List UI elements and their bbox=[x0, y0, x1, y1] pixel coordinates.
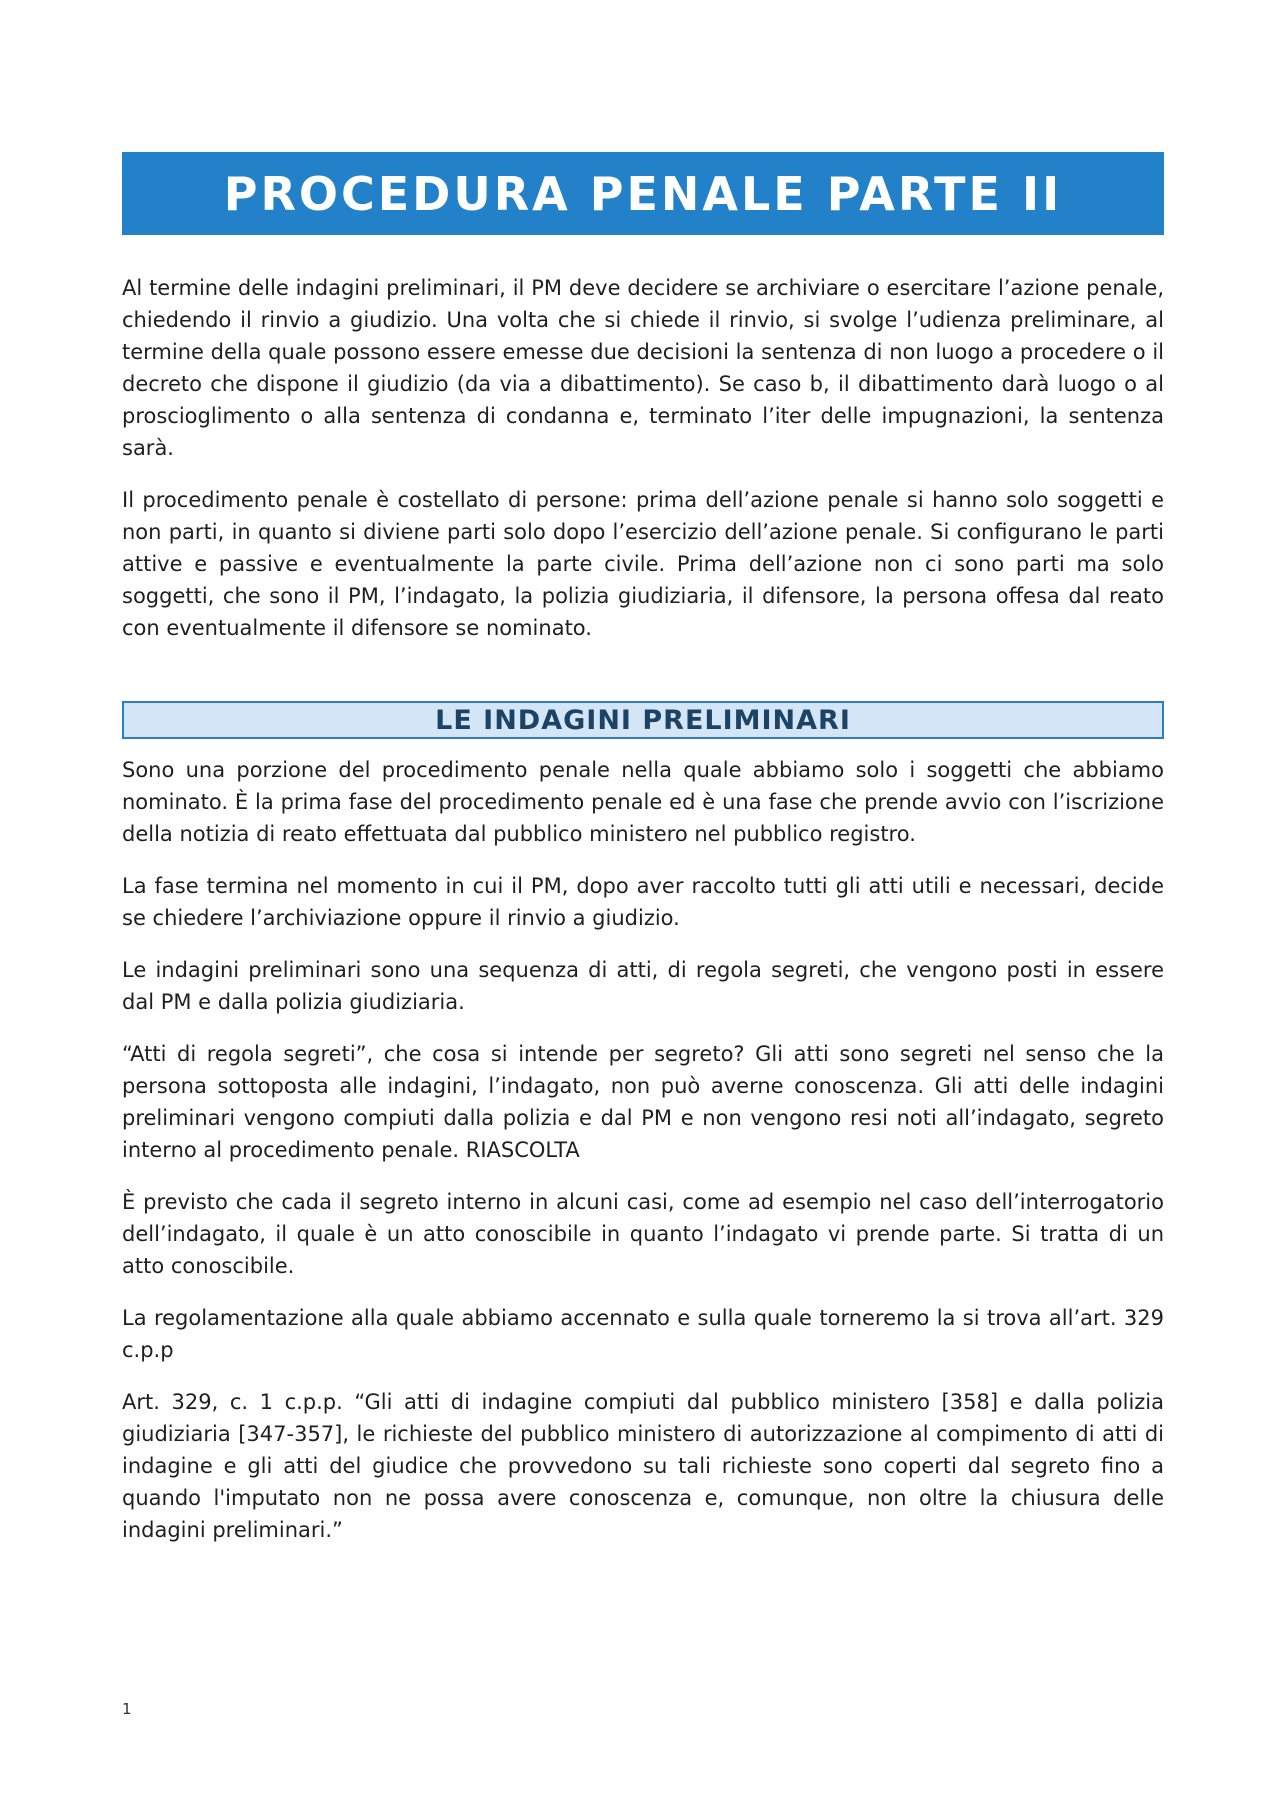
section-paragraph: Le indagini preliminari sono una sequenza di atti, di regola segreti, che vengono posti in essere dal PM e dalla polizia giudiziaria. bbox=[122, 958, 1164, 1014]
section-paragraph: Sono una porzione del procedimento penale nella quale abbiamo solo i soggetti che abbiamo nominato. È la prima fase del procedimento penale ed è una fase che prende avvio con l’iscrizione della notizia di reato effettuata dal pubblico ministero nel pubblico registro. bbox=[122, 758, 1164, 846]
section-paragraph: Art. 329, c. 1 c.p.p. “Gli atti di indagine compiuti dal pubblico ministero [358] e dalla polizia giudiziaria [347-357], le richieste del pubblico ministero di autorizzazione al compimento di atti di indagine e gli atti del giudice che provvedono su tali richieste sono coperti dal segreto fino a quando l'imputato non ne possa avere conoscenza e, comunque, non oltre la chiusura delle indagini preliminari.” bbox=[122, 1390, 1164, 1542]
intro-paragraph: Al termine delle indagini preliminari, il PM deve decidere se archiviare o esercitare l’azione penale, chiedendo il rinvio a giudizio. Una volta che si chiede il rinvio, si svolge l’udienza preliminare, al termine della quale possono essere emesse due decisioni la sentenza di non luogo a procedere o il decreto che dispone il giudizio (da via a dibattimento). Se caso b, il dibattimento darà luogo o al proscioglimento o alla sentenza di condanna e, terminato l’iter delle impugnazioni, la sentenza sarà. bbox=[122, 276, 1164, 460]
title-banner bbox=[122, 152, 1164, 235]
section-heading: LE INDAGINI PRELIMINARI bbox=[435, 704, 851, 736]
section-paragraph: La regolamentazione alla quale abbiamo accennato e sulla quale torneremo la si trova all’art. 329 c.p.p bbox=[122, 1306, 1164, 1362]
section-paragraph: La fase termina nel momento in cui il PM, dopo aver raccolto tutti gli atti utili e necessari, decide se chiedere l’archiviazione oppure il rinvio a giudizio. bbox=[122, 874, 1164, 930]
document-title: PROCEDURA PENALE PARTE II bbox=[223, 166, 1063, 221]
intro-section bbox=[122, 272, 1164, 664]
intro-paragraph: Il procedimento penale è costellato di persone: prima dell’azione penale si hanno solo soggetti e non parti, in quanto si diviene parti solo dopo l’esercizio dell’azione penale. Si configurano le parti attive e passive e eventualmente la parte civile. Prima dell’azione non ci sono parti ma solo soggetti, che sono il PM, l’indagato, la polizia giudiziaria, il difensore, la persona offesa dal reato con eventualmente il difensore se nominato. bbox=[122, 488, 1164, 640]
indagini-section bbox=[122, 754, 1164, 1566]
section-paragraph: “Atti di regola segreti”, che cosa si intende per segreto? Gli atti sono segreti nel senso che la persona sottoposta alle indagini, l’indagato, non può averne conoscenza. Gli atti delle indagini preliminari vengono compiuti dalla polizia e dal PM e non vengono resi noti all’indagato, segreto interno al procedimento penale. RIASCOLTA bbox=[122, 1042, 1164, 1162]
section-heading-box bbox=[122, 701, 1164, 739]
section-paragraph: È previsto che cada il segreto interno in alcuni casi, come ad esempio nel caso dell’interrogatorio dell’indagato, il quale è un atto conoscibile in quanto l’indagato vi prende parte. Si tratta di un atto conoscibile. bbox=[122, 1190, 1164, 1278]
page-number: 1 bbox=[122, 1700, 132, 1718]
